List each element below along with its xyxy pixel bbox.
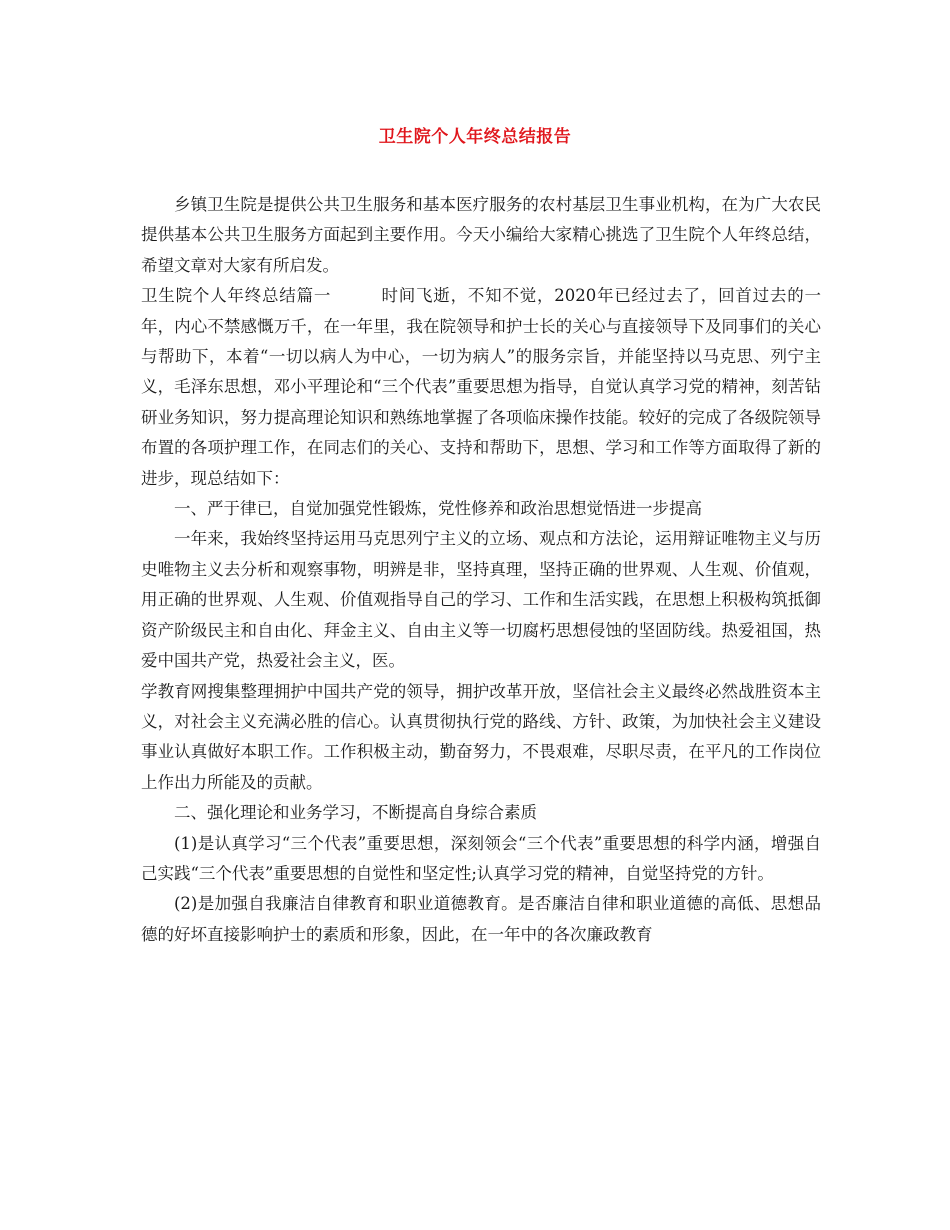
part-one-paragraph <box>141 281 821 494</box>
document-body <box>141 190 821 950</box>
section-2-item-1: (1)是认真学习“三个代表”重要思想，深刻领会“三个代表”重要思想的科学内涵，增强自己实践“三个代表”重要思想的自觉性和坚定性;认真学习党的精神，自觉坚持党的方针。 <box>141 833 821 883</box>
section-heading-2: 二、强化理论和业务学习，不断提高自身综合素质 <box>174 803 537 823</box>
document-title: 卫生院个人年终总结报告 <box>378 127 572 147</box>
section-1-paragraph-continued: 学教育网搜集整理拥护中国共产党的领导，拥护改革开放，坚信社会主义最终必然战胜资本主义，对社会主义充满必胜的信心。认真贯彻执行党的路线、方针、政策，为加快社会主义建设事业认真做好本职工作。工作积极主动，勤奋努力，不畏艰难，尽职尽责，在平凡的工作岗位上作出力所能及的贡献。 <box>141 681 821 792</box>
part-one-label: 卫生院个人年终总结篇一 <box>141 286 332 306</box>
section-1-paragraph: 一年来，我始终坚持运用马克思列宁主义的立场、观点和方法论，运用辩证唯物主义与历史唯物主义去分析和观察事物，明辨是非，坚持真理，坚持正确的世界观、人生观、价值观，用正确的世界观、人生观、价值观指导自己的学习、工作和生活实践，在思想上积极构筑抵御资产阶级民主和自由化、拜金主义、自由主义等一切腐朽思想侵蚀的坚固防线。热爱祖国，热爱中国共产党，热爱社会主义，医。 <box>141 529 821 671</box>
section-heading-1: 一、严于律已，自觉加强党性锻炼，党性修养和政治思想觉悟进一步提高 <box>174 499 702 519</box>
part-one-text: 时间飞逝，不知不觉，2020年已经过去了，回首过去的一年，内心不禁感慨万千，在一年里，我在院领导和护士长的关心与直接领导下及同事们的关心与帮助下，本着“一切以病人为中心，一切为病人”的服务宗旨，并能坚持以马克思、列宁主义，毛泽东思想，邓小平理论和“三个代表”重要思想为指导，自觉认真学习党的精神，刻苦钻研业务知识，努力提高理论知识和熟练地掌握了各项临床操作技能。较好的完成了各级院领导布置的各项护理工作，在同志们的关心、支持和帮助下，思想、学习和工作等方面取得了新的进步，现总结如下： <box>141 286 822 488</box>
intro-paragraph: 乡镇卫生院是提供公共卫生服务和基本医疗服务的农村基层卫生事业机构，在为广大农民提供基本公共卫生服务方面起到主要作用。今天小编给大家精心挑选了卫生院个人年终总结，希望文章对大家有所启发。 <box>141 195 821 275</box>
section-2-item-2: (2)是加强自我廉洁自律教育和职业道德教育。是否廉洁自律和职业道德的高低、思想品德的好坏直接影响护士的素质和形象，因此，在一年中的各次廉政教育 <box>141 894 821 944</box>
